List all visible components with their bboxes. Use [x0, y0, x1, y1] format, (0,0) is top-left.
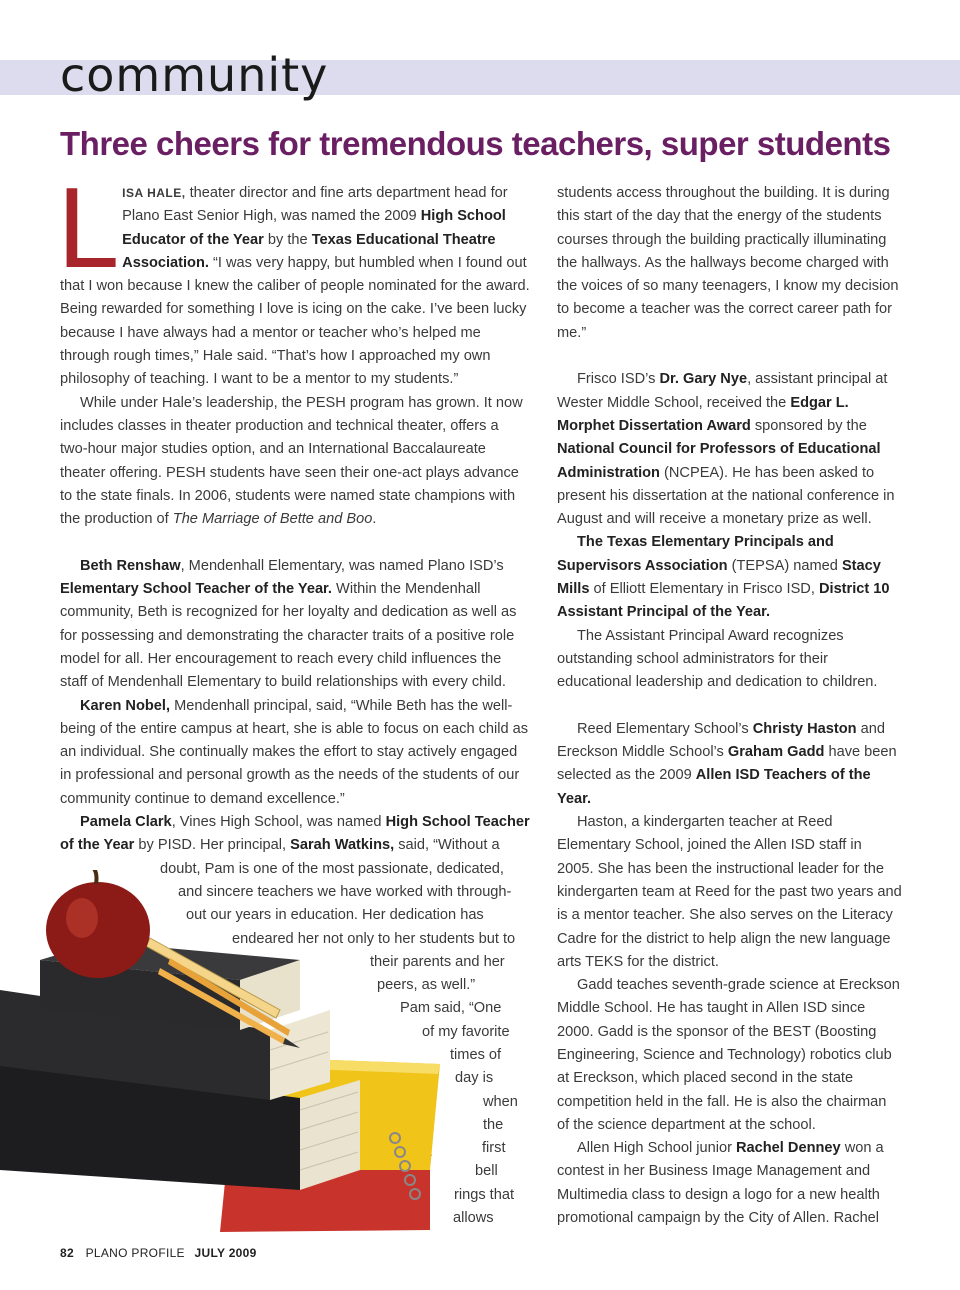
paragraph-renshaw: Beth Renshaw, Mendenhall Elementary, was named Plano ISD’s Elementary School Teacher of the Year. Within the Mendenhall community, Beth is recognized for her loyalty and dedication as well as for possessing and demonstrating the character traits of a positive role model for all. Her encouragement to reach every child influences the staff of Mendenhall Elementary to build relationships with every child.	[60, 557, 517, 691]
paragraph-pesh: While under Hale’s leadership, the PESH program has grown. It now includes classes in theater production and technical theater, offers a two-hour major studies option, and an International Baccalaureate theater offering. PESH students have seen their one-act plays advance to the state finals. In 2006, students were named state champions with the production of The Marriage of Bette and Boo.	[60, 394, 523, 528]
apple-icon	[46, 870, 150, 978]
paragraph-gadd: Gadd teaches seventh-grade science at Ereckson Middle School. He has taught in Allen ISD since 2000. Gadd is the sponsor of the BEST (Boosting Engineering, Science and Technology) robotics club at Ereckson, which placed second in the state competition held in the fall. He is also the chairman of the science department at the school.	[557, 977, 900, 1133]
text-line: doubt, Pam is one of the most passionate, dedicated,	[160, 860, 504, 877]
text-line: of my favorite	[422, 1023, 510, 1040]
paragraph-nobel: Karen Nobel, Mendenhall principal, said, “While Beth has the well-being of the entire campus at heart, she is able to focus on each child as an individual. She continually makes the effort to stay actively engaged in professional and personal growth as the needs of the students of our community continue to demand excellence.”	[60, 697, 529, 807]
right-column	[557, 182, 902, 1230]
issue-date: JULY 2009	[194, 1246, 257, 1260]
magazine-name: PLANO PROFILE	[85, 1246, 185, 1260]
paragraph-gap	[557, 345, 902, 368]
text-line: when	[483, 1093, 518, 1110]
text-line: times of	[450, 1046, 502, 1063]
paragraph-gap	[557, 695, 902, 718]
text-line: peers, as well.”	[377, 977, 476, 994]
paragraph-nye: Frisco ISD’s Dr. Gary Nye, assistant principal at Wester Middle School, received the Edgar L. Morphet Dissertation Award sponsored by the National Council for Professors of Educational Administration (NCPEA). He has been asked to present his dissertation at the national conference in August and will receive a monetary prize as well.	[557, 371, 895, 528]
paragraph-gap	[60, 531, 530, 554]
drop-cap: L	[56, 168, 117, 293]
lead-name: ISA HALE,	[122, 186, 186, 200]
text-line: out our years in education. Her dedication has	[186, 907, 484, 924]
paragraph-clark: Pamela Clark, Vines High School, was named High School Teacher of the Year by PISD. Her principal, Sarah Watkins, said, “Without a	[60, 814, 530, 854]
paragraph-allen: Reed Elementary School’s Christy Haston and Ereckson Middle School’s Graham Gadd have been selected as the 2009 Allen ISD Teachers of the Year.	[557, 720, 897, 807]
text-line: the	[483, 1116, 504, 1133]
text-line: their parents and her	[370, 953, 505, 970]
paragraph-denney: Allen High School junior Rachel Denney won a contest in her Business Image Management and Multimedia class to design a logo for a new health promotional campaign by the City of Allen. Rachel	[557, 1140, 884, 1227]
article-headline: Three cheers for tremendous teachers, super students	[60, 125, 891, 162]
paragraph-hale: LISA HALE, theater director and fine arts department head for Plano East Senior High, was named the 2009 High School Educator of the Year by the Texas Educational Theatre Association. “I was very happy, but humbled when I found out that I won because I knew the caliber of people nominated for the award. Being rewarded for something I love is icing on the cake. I’ve been lucky because I have always had a mentor or teacher who’s helped me through rough times,” Hale said. “That’s how I approached my own philosophy of teaching. I want to be a mentor to my students.”	[56, 168, 530, 388]
apple-books-illustration	[0, 870, 540, 1240]
text-line: rings that	[454, 1186, 515, 1203]
section-title: community	[60, 48, 329, 102]
paragraph-haston: Haston, a kindergarten teacher at Reed Elementary School, joined the Allen ISD staff in 2005. She has been the instructional leader for the kindergarten team at Reed for the past two years and is a mentor teacher. She also serves on the Literacy Cadre for the district to help align the new language arts TEKS for the district.	[557, 814, 902, 970]
page-footer	[60, 1246, 257, 1260]
text-line: first	[482, 1140, 506, 1157]
paragraph-continued: students access throughout the building. It is during this start of the day that the energy of the students courses through the building practically illuminating the hallways. As the hallways become charged with the voices of so many teenagers, I know my decision to become a teacher was the correct career path for me.”	[557, 185, 899, 341]
text-line: bell	[475, 1163, 498, 1180]
text-line: Pam said, “One	[400, 1000, 502, 1017]
text-line: allows	[453, 1210, 494, 1227]
paragraph-award: The Assistant Principal Award recognizes outstanding school administrators for their educational leadership and dedication to children.	[557, 627, 878, 691]
text-line: endeared her not only to her students but to	[232, 930, 516, 947]
text-line: day is	[455, 1070, 494, 1087]
text-line: and sincere teachers we have worked with through-	[178, 883, 512, 900]
paragraph-tepsa: The Texas Elementary Principals and Supervisors Association (TEPSA) named Stacy Mills of Elliott Elementary in Frisco ISD, District 10 Assistant Principal of the Year.	[557, 534, 890, 621]
page-number: 82	[60, 1246, 74, 1260]
